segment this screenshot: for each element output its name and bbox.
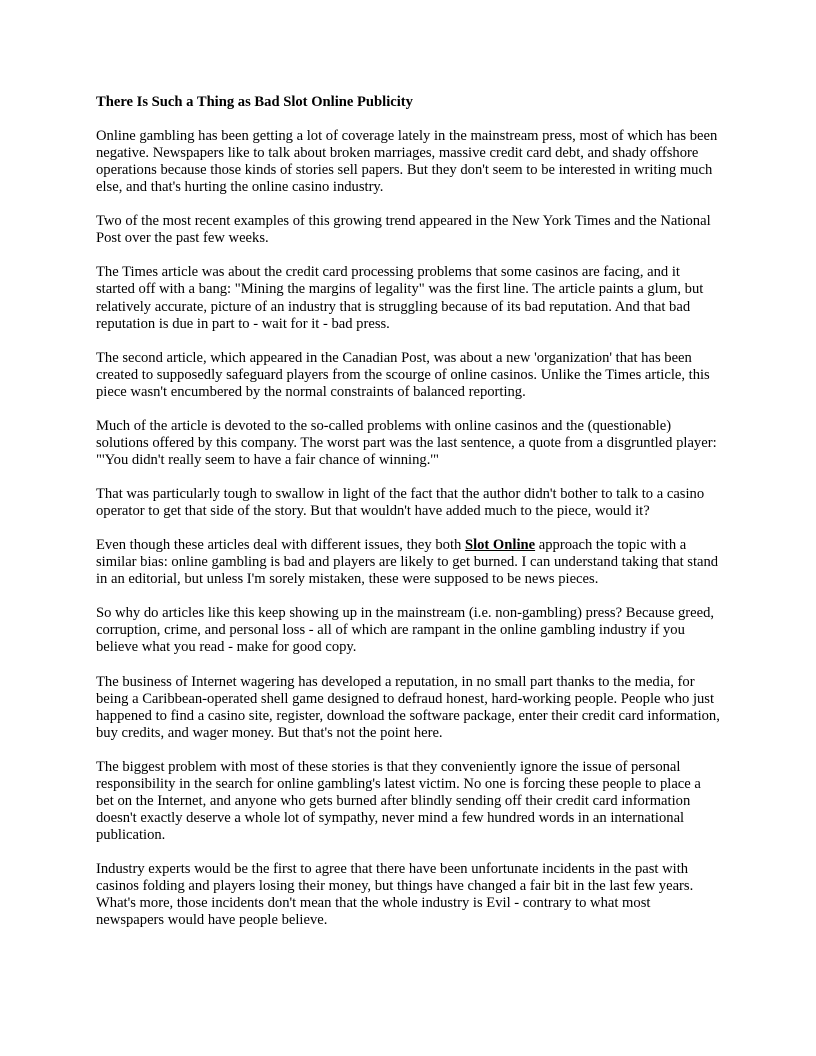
paragraph-4: The second article, which appeared in the Canadian Post, was about a new 'organization' that has been created to supposedly safeguard players from the scourge of online casinos. Unlike the Times article, this piece wasn't encumbered by the normal constraints of balanced reporting. [96, 349, 710, 400]
paragraph-3: The Times article was about the credit card processing problems that some casinos are facing, and it started off with a bang: "Mining the margins of legality" was the first line. The article paints a glum, but relatively accurate, picture of an industry that is struggling because of its bad reputation. And that bad reputation is due in part to - wait for it - bad press. [96, 264, 704, 332]
paragraph-11: Industry experts would be the first to agree that there have been unfortunate incidents in the past with casinos folding and players losing their money, but things have changed a fair bit in the last few years. What's more, those incidents don't mean that the whole industry is Evil - contrary to what most newspapers would have people believe. [96, 861, 694, 929]
paragraph-6: That was particularly tough to swallow in light of the fact that the author didn't bother to talk to a casino operator to get that side of the story. But that wouldn't have added much to the piece, would it? [96, 486, 705, 520]
paragraph-7 [96, 537, 720, 588]
paragraph-2: Two of the most recent examples of this growing trend appeared in the New York Times and the National Post over the past few weeks. [96, 213, 711, 247]
paragraph-7-after: approach the topic with a similar bias: online gambling is bad and players are likely to get burned. I can understand taking that stand in an editorial, but unless I'm sorely mistaken, these were supposed to be news pieces. [96, 537, 719, 588]
slot-online-link[interactable]: Slot Online [464, 537, 536, 554]
paragraph-8: So why do articles like this keep showing up in the mainstream (i.e. non-gambling) press? Because greed, corruption, crime, and personal loss - all of which are rampant in the online gambling industry if you believe what you read - make for good copy. [96, 605, 715, 656]
paragraph-1: Online gambling has been getting a lot of coverage lately in the mainstream press, most of which has been negative. Newspapers like to talk about broken marriages, massive credit card debt, and shady offshore operations because those kinds of stories sell papers. But they don't seem to be interested in writing much else, and that's hurting the online casino industry. [96, 128, 718, 196]
paragraph-9: The business of Internet wagering has developed a reputation, in no small part thanks to the media, for being a Caribbean-operated shell game designed to defraud honest, hard-working people. People who just happened to find a casino site, register, download the software package, enter their credit card information, buy credits, and wager money. But that's not the point here. [96, 673, 720, 741]
paragraph-5: Much of the article is devoted to the so-called problems with online casinos and the (questionable) solutions offered by this company. The worst part was the last sentence, a quote from a disgruntled player: "'You didn't really seem to have a fair chance of winning.'" [96, 417, 717, 468]
paragraph-10: The biggest problem with most of these stories is that they conveniently ignore the issue of personal responsibility in the search for online gambling's latest victim. No one is forcing these people to place a bet on the Internet, and anyone who gets burned after blindly sending off their credit card information doesn't exactly deserve a whole lot of sympathy, never mind a few hundred words in an international publication. [96, 758, 701, 843]
paragraph-7-before: Even though these articles deal with different issues, they both [96, 537, 465, 554]
document-title: There Is Such a Thing as Bad Slot Online Publicity [96, 94, 413, 110]
document-page [96, 94, 720, 946]
